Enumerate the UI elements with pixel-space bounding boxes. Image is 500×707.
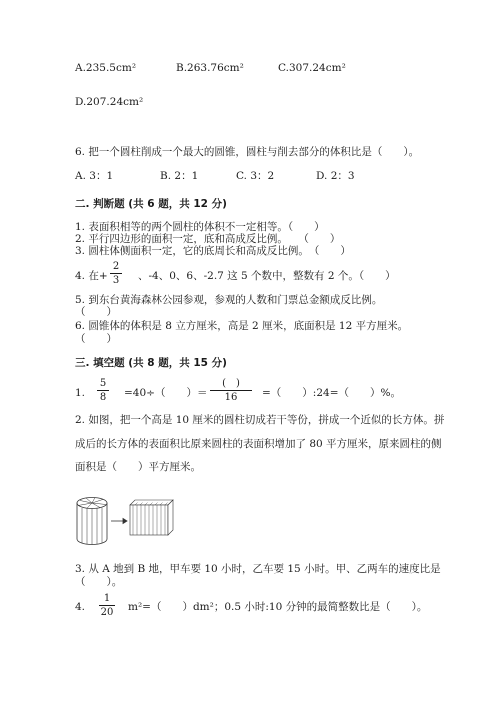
fraction-numerator: 1 [103,593,111,604]
fill-item-4-text: m²=（ ）dm²；0.5 小时:10 分钟的最简整数比是（ ）。 [128,601,428,613]
cylinder-to-cuboid-figure [75,493,175,549]
fraction-numerator: 2 [112,261,120,272]
judge-item-6-line2: （ ） [75,333,117,345]
q5-option-a: A.235.5cm² [75,62,137,74]
fill-item-2-line2: 成后的长方体的表面积比原来圆柱的表面积增加了 80 平方厘米，原来圆柱的侧 [75,438,442,450]
fill-item-2-line3: 面积是（ ）平方厘米。 [75,461,201,473]
q5-option-b: B.263.76cm² [176,62,244,74]
fill-item-3-line2: （ ）。 [75,576,123,588]
cylinder-figure [77,498,107,545]
q6-option-b: B. 2：1 [160,170,199,182]
fraction-bar [110,273,122,274]
q6-stem: 6. 把一个圆柱削成一个最大的圆锥，圆柱与削去部分的体积比是（ ）。 [75,146,420,158]
fill-item-1-fraction [97,378,109,403]
judge-item-2: 2. 平行四边形的面积一定，底和高成反比例。 （ ） [75,233,341,245]
judge-item-4-text: 、-4、0、6、-2.7 这 5 个数中，整数有 2 个。（ ） [138,270,396,282]
fill-item-3-line1: 3. 从 A 地到 B 地，甲车要 10 小时，乙车要 15 小时。甲、乙两车的速度比是 [75,563,441,575]
fill-item-2-line1: 2. 如图，把一个高是 10 厘米的圆柱切成若干等份，拼成一个近似的长方体。拼 [75,414,445,426]
fraction-denominator: 8 [99,392,107,403]
q5-option-d: D.207.24cm² [75,96,144,108]
fraction-numerator: 5 [99,378,107,389]
fraction-bar [210,390,252,391]
cuboid-figure [130,500,173,535]
fraction-denominator: 16 [224,392,238,403]
judge-item-5-line2: （ ） [75,306,117,318]
q6-option-d: D. 2：3 [316,170,355,182]
section2-title: 二. 判断题 (共 6 题，共 12 分) [75,198,227,210]
fraction-bar [99,605,115,606]
judge-item-4-fraction [110,261,122,286]
fraction-numerator: ( ) [222,378,240,389]
judge-item-6-line1: 6. 圆锥体的体积是 8 立方厘米，高是 2 厘米，底面积是 12 平方厘米。 [75,320,409,332]
section3-title: 三. 填空题 (共 8 题，共 15 分) [75,357,227,369]
fill-item-1-part1: =40÷（ ）＝ [124,387,208,399]
fill-item-1-part2: =（ ）:24=（ ）%。 [262,387,401,399]
q6-option-c: C. 3：2 [236,170,275,182]
arrow-icon [111,519,127,524]
fraction-denominator: 3 [112,275,120,286]
fill-item-1-number: 1. [75,387,86,399]
judge-item-5-line1: 5. 到东台黄海森林公园参观，参观的人数和门票总金额成反比例。 [75,294,383,306]
judge-item-1: 1. 表面积相等的两个圆柱的体积不一定相等。（ ） [75,221,325,233]
judge-item-4-prefix: 4. 在+ [75,270,108,282]
fill-item-4-number: 4. [75,601,86,613]
q6-option-a: A. 3：1 [75,170,114,182]
fraction-denominator: 20 [100,607,114,618]
fill-item-1-fraction-2 [210,378,252,403]
q5-option-c: C.307.24cm² [278,62,346,74]
fill-item-4-fraction [99,593,115,618]
fraction-bar [97,390,109,391]
judge-item-3: 3. 圆柱体侧面积一定，它的底周长和高成反比例。 （ ） [75,245,351,257]
